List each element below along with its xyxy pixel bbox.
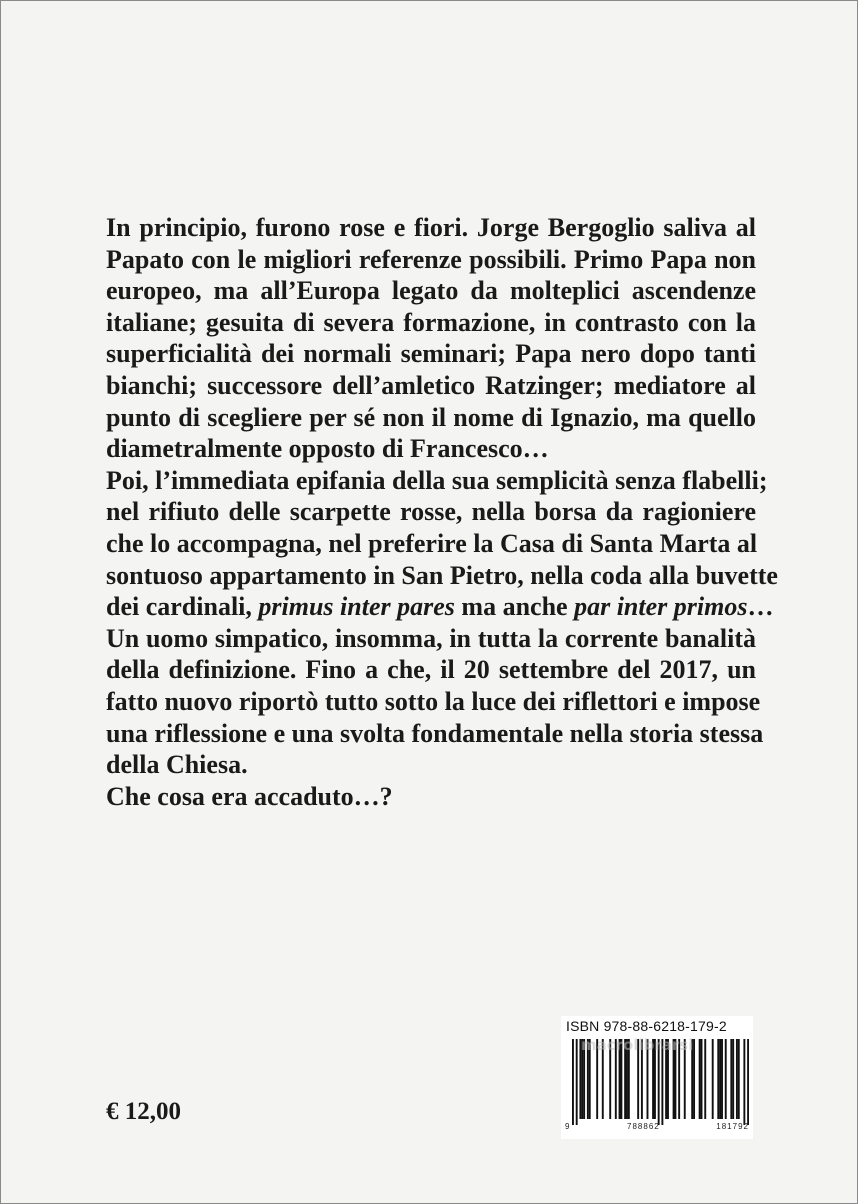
barcode-bar [704,1039,706,1119]
barcode-bar [667,1039,669,1119]
blurb-segment: punto di scegliere per sé non il nome di Ignazio, ma quello [106,402,756,432]
barcode-bar [609,1039,611,1119]
blurb-segment: della definizione. Fino a che, il 20 settembre del 2017, un [106,655,756,685]
blurb-segment: della Chiesa. [106,750,248,780]
barcode-bar [587,1039,589,1119]
barcode-bar [691,1039,693,1119]
blurb-line [106,338,756,370]
blurb-line [106,465,768,497]
barcode-bar [736,1039,738,1119]
barcode-bar [725,1039,727,1119]
blurb-segment: ma anche [454,592,575,622]
blurb-line [106,275,756,307]
barcode-digits [565,1122,749,1131]
barcode-bar [583,1039,585,1119]
blurb-line [106,528,756,560]
blurb-segment: superficialità dei normali seminari; Papa nero dopo tanti [106,339,756,369]
barcode-bar [699,1039,701,1119]
barcode-bar [732,1039,734,1119]
barcode-bar [619,1039,621,1119]
blurb-segment: Che cosa era accaduto…? [106,781,393,811]
blurb-line [106,433,756,465]
blurb-segment: che lo accompagna, nel preferire la Casa di Santa Marta al [106,528,758,558]
blurb-segment: Papato con le migliori referenze possibili. Primo Papa non [106,244,756,274]
blurb-line [106,496,756,528]
barcode-bar [641,1039,643,1119]
blurb-segment: una riflessione e una svolta fondamentale nella storia stessa [106,718,764,748]
blurb-segment: europeo, ma all’Europa legato da molteplici ascendenze [106,276,756,306]
barcode-digit-group-left: 788862 [627,1122,660,1131]
barcode-bar [743,1039,745,1125]
blurb-italic-phrase: par inter primos [574,592,748,622]
watermark-logo: macrolibrarsi [581,1036,694,1054]
barcode-bar [572,1039,574,1125]
barcode-digit-group-right: 181792 [716,1122,749,1131]
barcode-bar [661,1039,663,1125]
blurb-segment: … [747,592,774,622]
barcode-bar [693,1039,695,1119]
blurb-text [106,212,778,812]
blurb-line [106,307,756,339]
isbn-label: ISBN 978-88-6218-179-2 [566,1018,727,1034]
barcode-bar [654,1039,656,1119]
barcode-bar [626,1039,628,1119]
blurb-line [106,654,756,686]
barcode-bar [647,1039,649,1119]
barcode-bar [602,1039,604,1119]
barcode-bar [684,1039,686,1119]
blurb-line [106,212,756,244]
blurb-segment: sontuoso appartamento in San Pietro, nella coda alla buvette [106,560,778,590]
blurb-segment: fatto nuovo riportò tutto sotto la luce dei riflettori e impose [106,686,761,716]
blurb-line [106,402,756,434]
barcode-bar [738,1039,740,1119]
blurb-line [106,623,756,655]
barcode-bar [576,1039,578,1125]
barcode-bar [628,1039,630,1119]
barcode-bar [721,1039,723,1119]
blurb-segment: Un uomo simpatico, insomma, in tutta la corrente banalità [106,623,756,653]
barcode-bar [730,1039,732,1119]
blurb-line [106,781,756,813]
blurb-segment: nel rifiuto delle scarpette rosse, nella borsa da ragioniere [106,497,756,527]
barcode-bar [701,1039,703,1119]
barcode-image [565,1039,749,1125]
blurb-line [106,370,756,402]
barcode-bar [652,1039,654,1119]
barcode-bar [589,1039,591,1119]
barcode-bar [673,1039,675,1119]
blurb-line [106,244,756,276]
barcode-bar [678,1039,680,1119]
blurb-segment: diametralmente opposto di Francesco… [106,434,549,464]
blurb-line [106,560,778,592]
barcode-bar [747,1039,749,1125]
blurb-line [106,686,761,718]
blurb-line [106,749,756,781]
barcode-bar [620,1039,622,1119]
blurb-segment: In principio, furono rose e fiori. Jorge Bergoglio saliva al [106,213,756,242]
price-label: € 12,00 [106,1098,181,1125]
barcode-bar [615,1039,617,1119]
blurb-segment: italiane; gesuita di severa formazione, in contrasto con la [106,307,756,337]
barcode-digit-lead: 9 [565,1122,571,1131]
barcode-bar [719,1039,721,1119]
barcode-bar [712,1039,714,1119]
barcode-bar [624,1039,626,1119]
barcode-bar [717,1039,719,1119]
barcode-bar [637,1039,639,1119]
barcode-bar [596,1039,598,1119]
blurb-line [106,591,774,623]
blurb-segment: bianchi; successore dell’amletico Ratzinger; mediatore al [106,370,756,400]
barcode-bar [674,1039,676,1119]
blurb-line [106,718,764,750]
blurb-italic-phrase: primus inter pares [258,592,455,622]
barcode-bar [665,1039,667,1119]
barcode-bar [658,1039,660,1125]
barcode-bar [581,1039,583,1119]
isbn-barcode-block [561,1016,753,1139]
blurb-segment: Poi, l’immediata epifania della sua semplicità senza flabelli; [106,465,768,495]
blurb-segment: dei cardinali, [106,592,259,622]
barcode-bar [579,1039,581,1119]
